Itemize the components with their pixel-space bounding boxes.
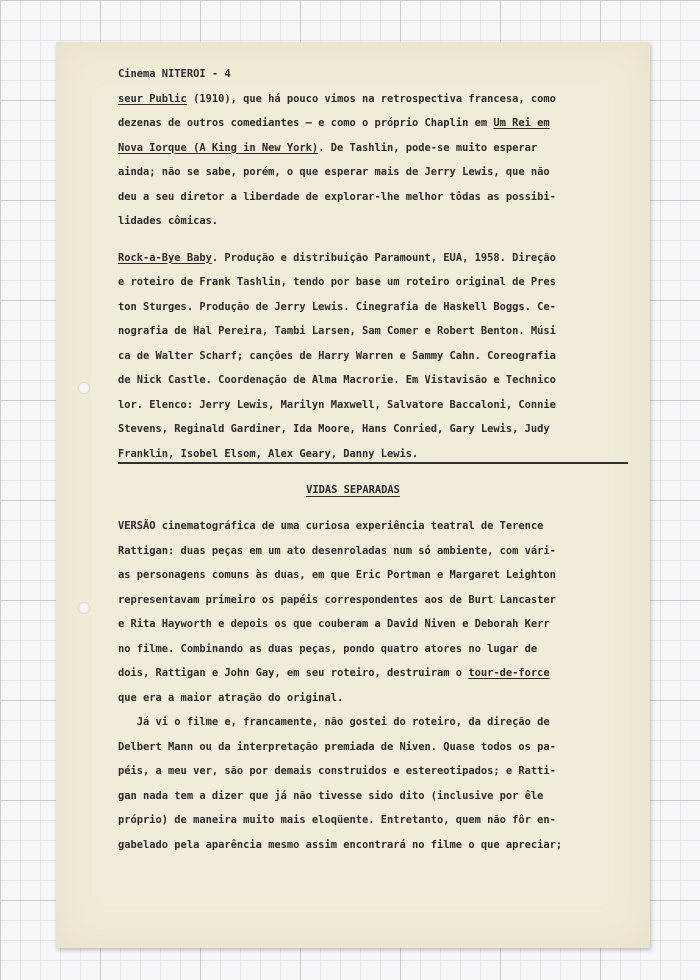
paragraph-1	[118, 87, 628, 234]
text-line: deu a seu diretor a liberdade de explorar-lhe melhor tôdas as possibi-	[118, 190, 556, 203]
paragraph-4	[118, 710, 628, 857]
text-line: Já vi o filme e, francamente, não gostei do roteiro, da direção de	[118, 716, 550, 728]
text-line: gan nada tem a dizer que já não tivesse sido dito (inclusive por êle	[118, 789, 544, 802]
typed-text	[118, 62, 628, 466]
text-line: nografia de Hal Pereira, Tambi Larsen, Sam Comer e Robert Benton. Músi	[118, 325, 556, 337]
text-line: próprio) de maneira muito mais eloqüente. Entretanto, quem não fôr en-	[118, 814, 556, 826]
credits-paragraph	[118, 246, 628, 467]
text-line: dezenas de outros comediantes — e como o próprio Chaplin em Um Rei em	[118, 117, 550, 129]
punch-hole	[78, 602, 90, 614]
text-line: de Nick Castle. Coordenação de Alma Macrorie. Em Vistavisão e Technico	[118, 374, 556, 386]
text-line: no filme. Combinando as duas peças, pondo quatro atores no lugar de	[118, 642, 538, 655]
text-line: que era a maior atração do original.	[118, 691, 344, 704]
text-line: Rattigan: duas peças em um ato desenroladas num só ambiente, com vári-	[118, 544, 556, 557]
page-header: Cinema NITEROI - 4	[118, 68, 231, 80]
text-line: ton Sturges. Produção de Jerry Lewis. Cinegrafia de Haskell Boggs. Ce-	[118, 300, 556, 313]
paragraph-3	[118, 514, 628, 710]
text-line: ainda; não se sabe, porém, o que esperar mais de Jerry Lewis, que não	[118, 166, 550, 178]
punch-hole	[78, 382, 90, 394]
text-line: gabelado pela aparência mesmo assim encontrará no filme o que apreciar;	[118, 838, 563, 851]
section-title: VIDAS SEPARADAS	[306, 484, 400, 496]
text-line: péis, a meu ver, são por demais construidos e estereotipados; e Ratti-	[118, 765, 556, 777]
text-line: lidades cômicas.	[118, 215, 219, 227]
text-line: Stevens, Reginald Gardiner, Ida Moore, Hans Conried, Gary Lewis, Judy	[118, 423, 550, 435]
typed-text-lower	[118, 514, 628, 857]
section-divider	[118, 462, 628, 464]
text-line: seur Public (1910), que há pouco vimos na retrospectiva francesa, como	[118, 92, 556, 105]
text-line: ca de Walter Scharf; canções de Harry Warren e Sammy Cahn. Coreografia	[118, 349, 556, 362]
text-line: as personagens comuns às duas, em que Eric Portman e Margaret Leighton	[118, 569, 556, 581]
text-line: Delbert Mann ou da interpretação premiada de Niven. Quase todos os pa-	[118, 740, 556, 753]
text-line: Rock-a-Bye Baby. Produção e distribuição Paramount, EUA, 1958. Direção	[118, 251, 556, 264]
text-line: representavam primeiro os papéis correspondentes aos de Burt Lancaster	[118, 593, 556, 606]
text-line: Nova Iorque (A King in New York). De Tashlin, pode-se muito esperar	[118, 141, 538, 154]
text-line: e Rita Hayworth e depois os que couberam a David Niven e Deborah Kerr	[118, 618, 550, 630]
text-line: lor. Elenco: Jerry Lewis, Marilyn Maxwell, Salvatore Baccaloni, Connie	[118, 398, 556, 411]
text-line: e roteiro de Frank Tashlin, tendo por base um roteiro original de Pres	[118, 276, 556, 288]
text-line: Franklin, Isobel Elsom, Alex Geary, Danny Lewis.	[118, 447, 419, 460]
typed-page	[56, 42, 650, 948]
text-line: dois, Rattigan e John Gay, em seu roteiro, destruiram o tour-de-force	[118, 667, 550, 679]
text-line: VERSÃO cinematográfica de uma curiosa experiência teatral de Terence	[118, 520, 544, 532]
